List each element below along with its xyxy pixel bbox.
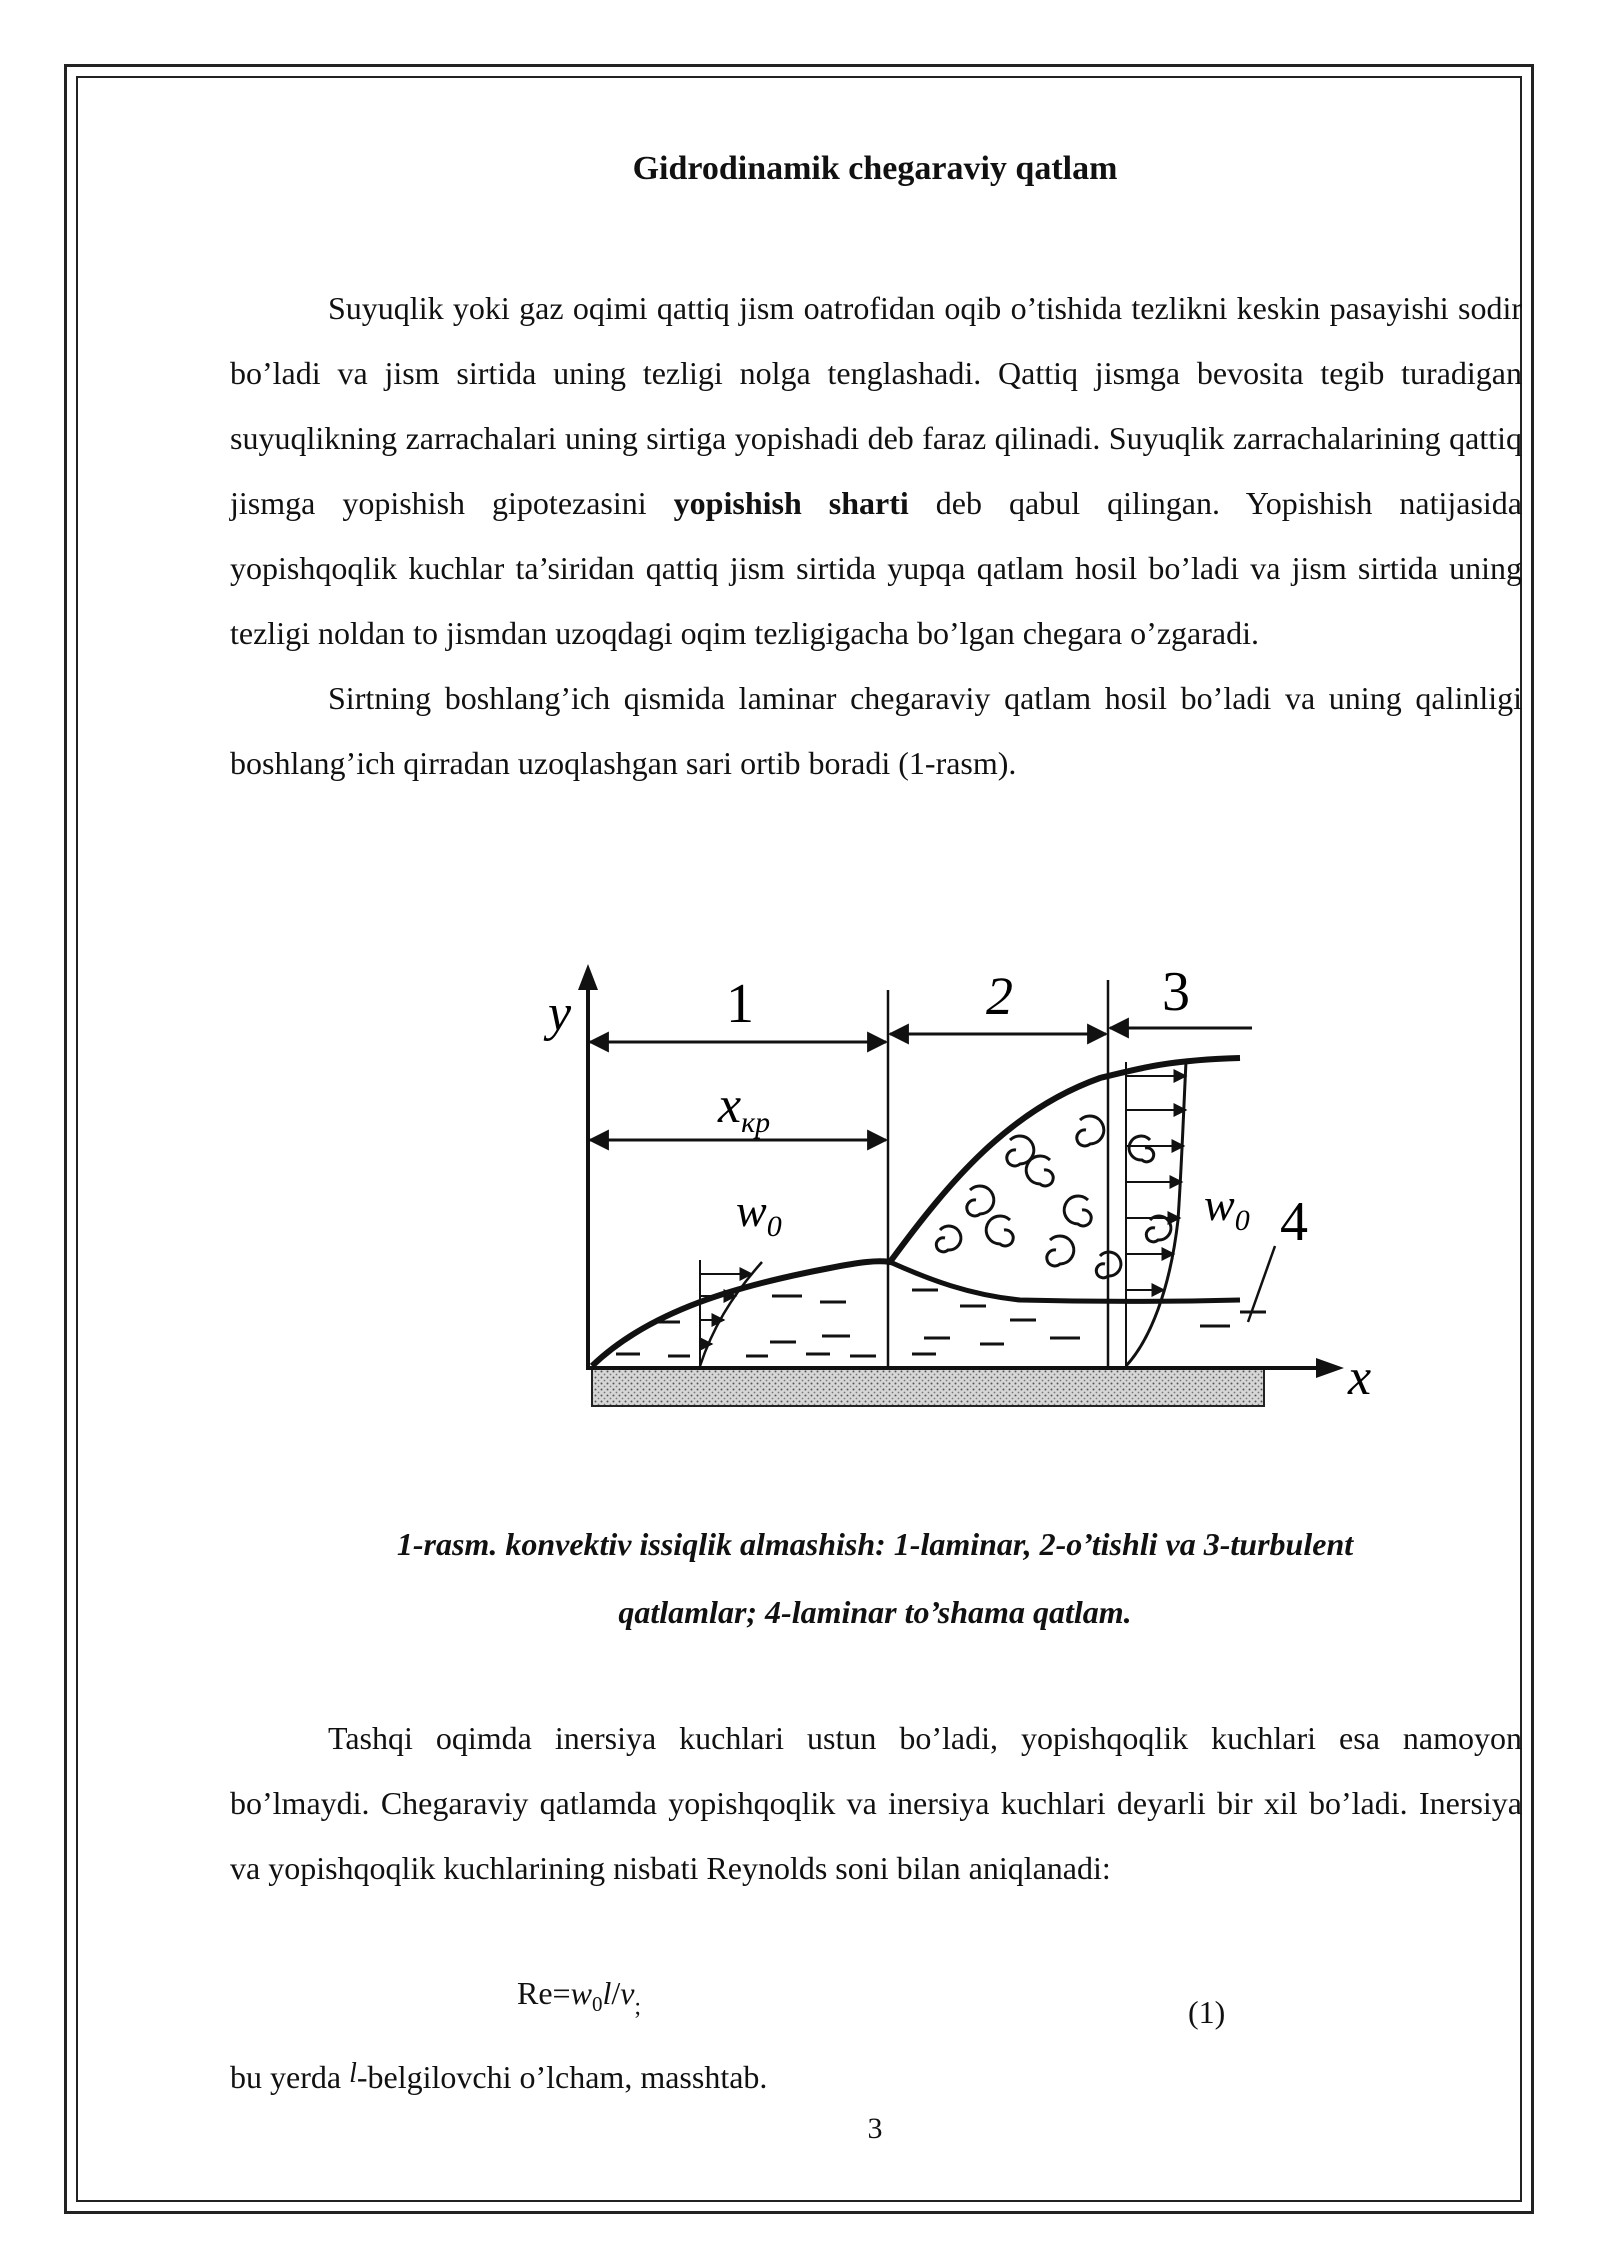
figure-boundary-layer	[540, 950, 1390, 1420]
w0-label-laminar	[736, 1185, 782, 1243]
zone-1-label: 1	[726, 973, 754, 1035]
figure-caption	[250, 1510, 1500, 1646]
formula-w: w	[570, 1975, 592, 2011]
w0-turbulent-letter: w	[1204, 1179, 1235, 1230]
turbulent-velocity-arrows	[1126, 1076, 1186, 1290]
boundary-layer-diagram	[540, 950, 1390, 1420]
definition-prefix: bu yerda	[230, 2059, 350, 2095]
paragraph-3: Tashqi oqimda inersiya kuchlari ustun bo’ladi, yopishqoqlik kuchlari esa namoyon bo’lmaydi. Chegaraviy qatlamda yopishqoqlik va inersiya kuchlari deyarli bir xil bo’ladi. Inersiya va yopishqoqlik kuchlarining nisbati Reynolds soni bilan aniqlanadi:	[230, 1720, 1522, 1886]
laminar-sublayer-outline	[890, 1262, 1240, 1302]
turbulent-velocity-profile	[1126, 1062, 1186, 1366]
zone-4-label: 4	[1280, 1191, 1308, 1253]
x-critical-label	[717, 1077, 770, 1139]
x-axis-arrow	[1316, 1358, 1344, 1378]
w0-turbulent-subscript: 0	[1234, 1204, 1250, 1237]
boundary-layer-outline	[592, 1058, 1240, 1366]
formula-slash: /	[611, 1975, 621, 2011]
y-axis-label: y	[548, 985, 572, 1042]
w0-laminar-letter: w	[736, 1185, 767, 1236]
caption-line-2: qatlamlar; 4-laminar to’shama qatlam.	[618, 1594, 1132, 1630]
definition-symbol: l	[349, 2058, 357, 2089]
x-axis-label: x	[1348, 1349, 1372, 1406]
laminar-velocity-profile	[700, 1262, 762, 1366]
paragraph-2: Sirtning boshlang’ich qismida laminar chegaraviy qatlam hosil bo’ladi va uning qalinligi boshlang’ich qirradan uzoqlashgan sari ortib boradi (1-rasm).	[230, 680, 1522, 781]
paragraph-1	[230, 276, 1522, 666]
body-text-upper	[230, 276, 1522, 796]
formula-equals: =	[552, 1975, 571, 2011]
reynolds-formula	[517, 1975, 641, 2021]
caption-line-1: 1-rasm. konvektiv issiqlik almashish: 1-laminar, 2-o’tishli va 3-turbulent	[396, 1526, 1354, 1562]
x-critical-subscript: кр	[741, 1106, 771, 1139]
w0-laminar-subscript: 0	[766, 1210, 782, 1243]
x-critical-letter: x	[718, 1077, 742, 1134]
w0-label-turbulent	[1204, 1179, 1250, 1237]
formula-w-subscript: 0	[591, 1992, 603, 2016]
paragraph-1-end: deb qabul qilingan. Yopishish natijasida yopishqoqlik kuchlar ta’siridan qattiq jism sirtida yupqa qatlam hosil bo’ladi va jism sirtida uning tezligi noldan to jismdan uzoqdagi oqim tezligigacha bo’lgan chegara o’zgaradi.	[230, 485, 1523, 651]
solid-wall	[592, 1368, 1264, 1406]
formula-l: l	[602, 1975, 612, 2011]
formula-semicolon: ;	[634, 1994, 642, 2020]
paragraph-1-start: Suyuqlik yoki gaz oqimi qattiq jism oatrofidan oqib o’tishida tezlikni keskin pasayishi sodir bo’ladi va jism sirtida uning tezligi nolga tenglashadi. Qattiq jismga bevosita tegib turadigan suyuqlikning zarrachalari uning sirtiga yopishadi deb faraz qilinadi. Suyuqlik zarrachalarining qattiq jismga yopishish gipotezasini	[230, 290, 1522, 521]
zone-2-label: 2	[986, 966, 1013, 1026]
equation-number: (1)	[1188, 1994, 1226, 2030]
page-number: 3	[867, 2112, 883, 2145]
body-text-lower	[230, 1706, 1522, 1901]
zone-3-label: 3	[1162, 961, 1190, 1023]
y-axis-arrow	[578, 964, 598, 990]
definition-line	[230, 2058, 767, 2096]
definition-text: -belgilovchi o’lcham, masshtab.	[356, 2059, 768, 2095]
formula-nu: ν	[620, 1975, 635, 2011]
term-yopishish-sharti: yopishish sharti	[673, 485, 909, 521]
formula-re: Re	[517, 1975, 553, 2011]
page-title: Gidrodinamik chegaraviy qatlam	[632, 150, 1118, 187]
